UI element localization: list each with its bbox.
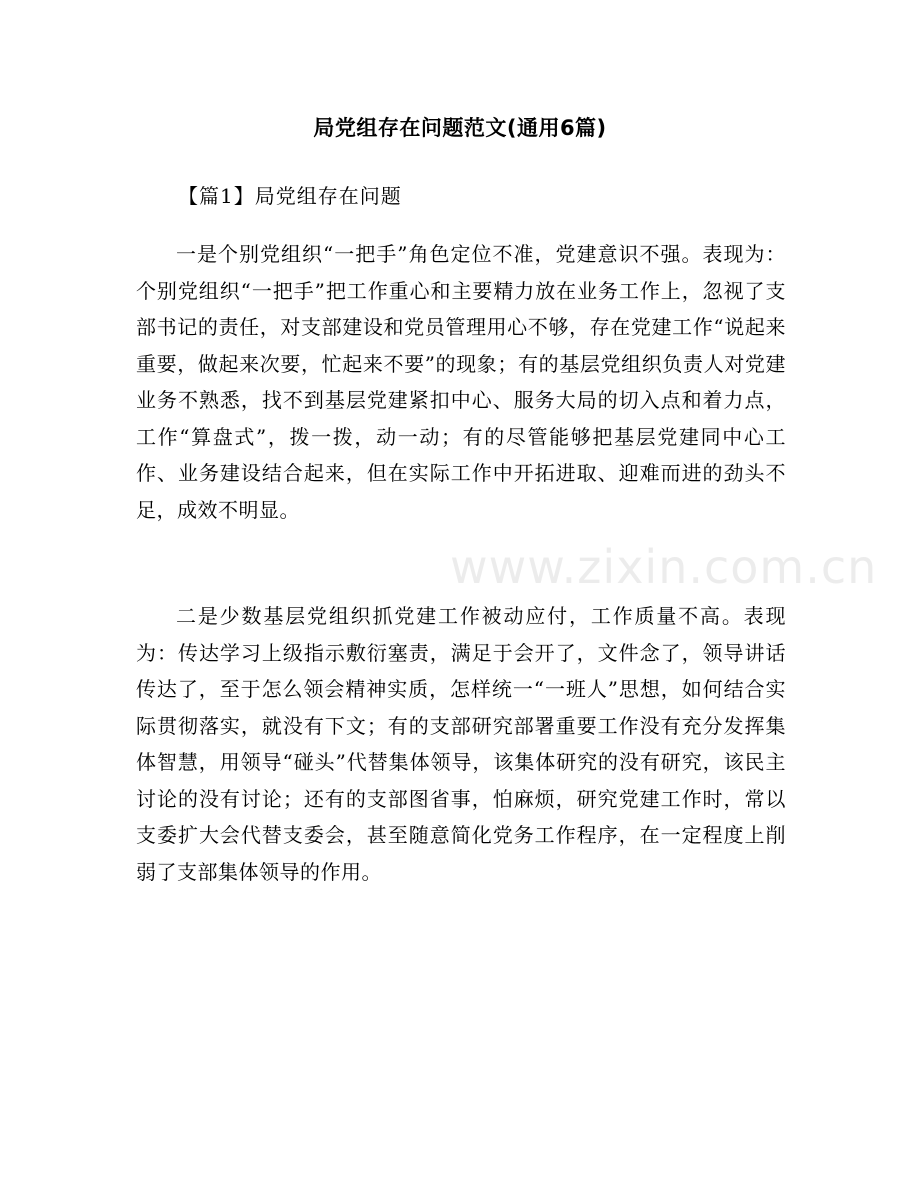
watermark: www.zixin.com.cn [450, 540, 878, 594]
paragraph-1: 一是个别党组织“一把手”角色定位不准，党建意识不强。表现为：个别党组织“一把手”把工作重心和主要精力放在业务工作上，忽视了支部书记的责任，对支部建设和党员管理用心不够，存在党建工作“说起来重要，做起来次要，忙起来不要”的现象；有的基层党组织负责人对党建业务不熟悉，找不到基层党建紧扣中心、服务大局的切入点和着力点，工作“算盘式”，拨一拨，动一动；有的尽管能够把基层党建同中心工作、业务建设结合起来，但在实际工作中开拓进取、迎难而进的劲头不足，成效不明显。 [136, 242, 786, 522]
document-title: 局党组存在问题范文(通用6篇) [313, 116, 607, 140]
section-heading: 【篇1】局党组存在问题 [178, 184, 402, 208]
paragraph-2: 二是少数基层党组织抓党建工作被动应付，工作质量不高。表现为：传达学习上级指示敷衍塞责，满足于会开了，文件念了，领导讲话传达了，至于怎么领会精神实质，怎样统一“一班人”思想，如何结合实际贯彻落实，就没有下文；有的支部研究部署重要工作没有充分发挥集体智慧，用领导“碰头”代替集体领导，该集体研究的没有研究，该民主讨论的没有讨论；还有的支部图省事，怕麻烦，研究党建工作时，常以支委扩大会代替支委会，甚至随意简化党务工作程序，在一定程度上削弱了支部集体领导的作用。 [136, 604, 786, 884]
